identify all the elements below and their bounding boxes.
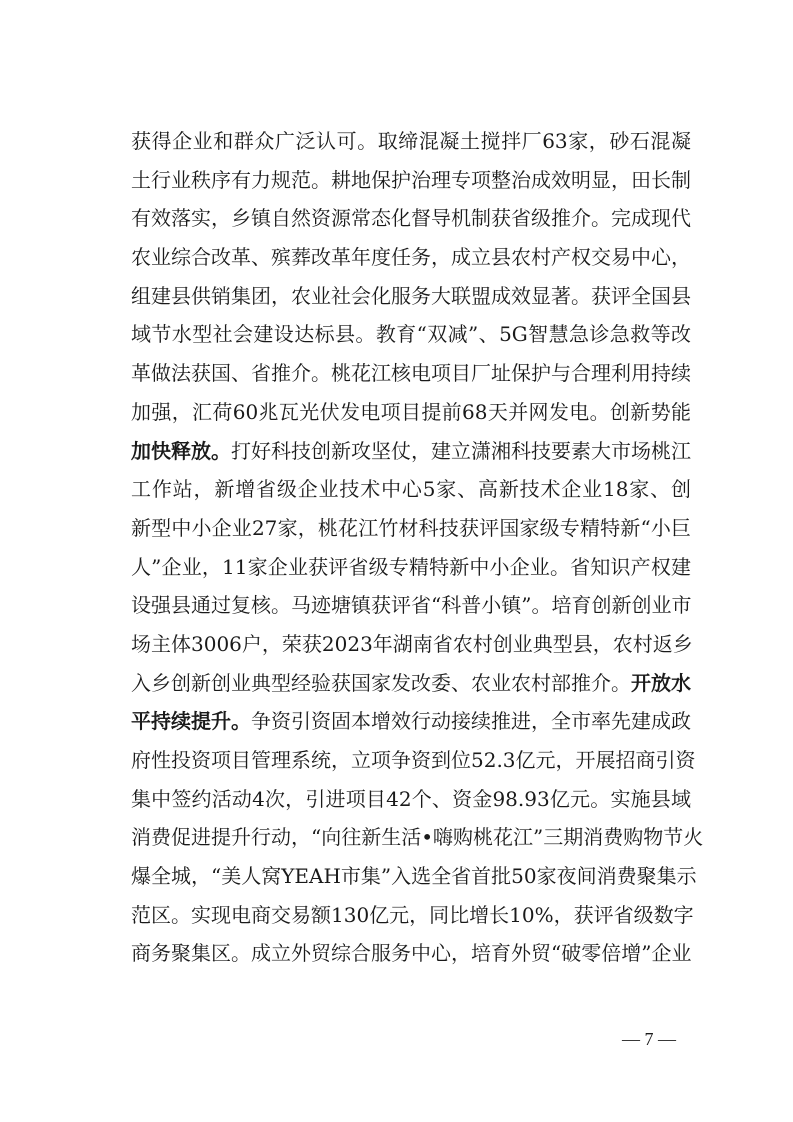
text-run: 设强县通过复核。马迹塘镇获评省“科普小镇”。培育创新创业市	[131, 593, 692, 618]
text-run: 爆全城，“美人窝YEAH市集”入选全省首批50家夜间消费聚集示	[131, 864, 697, 889]
text-line	[131, 509, 691, 548]
text-line	[131, 315, 691, 354]
text-line	[131, 857, 697, 896]
text-line	[131, 393, 691, 432]
text-line	[131, 625, 691, 664]
text-run: 有效落实，乡镇自然资源常态化督导机制获省级推介。完成现代	[131, 206, 691, 231]
text-run: 域节水型社会建设达标县。教育“双减”、5G智慧急诊急救等改	[131, 322, 691, 347]
text-run: 打好科技创新攻坚仗，建立潇湘科技要素大市场桃江	[231, 438, 691, 463]
text-line	[131, 702, 691, 741]
text-run: 获得企业和群众广泛认可。取缔混凝土搅拌厂63家，砂石混凝	[131, 129, 691, 153]
text-run: 府性投资项目管理系统，立项争资到位52.3亿元，开展招商引资	[131, 748, 696, 772]
text-line	[131, 122, 691, 161]
bold-heading-run: 开放水	[631, 670, 691, 695]
text-run: 人”企业，11家企业获评省级专精特新中小企业。省知识产权建	[131, 554, 691, 579]
text-line	[131, 470, 691, 509]
text-line	[131, 238, 691, 277]
page-number: — 7 —	[622, 1029, 676, 1049]
text-run: 入乡创新创业典型经验获国家发改委、农业农村部推介。	[131, 670, 631, 695]
text-line	[131, 818, 704, 857]
text-line	[131, 586, 691, 625]
text-run: 商务聚集区。成立外贸综合服务中心，培育外贸“破零倍增”企业	[131, 941, 692, 966]
body-text	[131, 122, 704, 973]
text-run: 争资引资固本增效行动接续推进，全市率先建成政	[251, 709, 691, 734]
text-line	[131, 780, 691, 819]
text-line	[131, 354, 691, 393]
text-line	[131, 277, 691, 316]
text-run: 工作站，新增省级企业技术中心5家、高新技术企业18家、创	[131, 477, 691, 502]
bold-heading-run: 平持续提升。	[131, 709, 251, 734]
text-line	[131, 199, 691, 238]
text-line	[131, 432, 691, 471]
text-run: 集中签约活动4次，引进项目42个、资金98.93亿元。实施县域	[131, 786, 691, 811]
text-line	[131, 934, 691, 973]
text-line	[131, 741, 696, 780]
text-run: 范区。实现电商交易额130亿元，同比增长10%，获评省级数字	[131, 902, 694, 927]
text-run: 新型中小企业27家，桃花江竹材科技获评国家级专精特新“小巨	[131, 515, 691, 540]
text-line	[131, 548, 691, 587]
text-line	[131, 664, 691, 703]
text-line	[131, 161, 691, 200]
bold-heading-run: 加快释放。	[131, 438, 231, 463]
text-run: 农业综合改革、殡葬改革年度任务，成立县农村产权交易中心，	[131, 245, 691, 270]
text-run: 场主体3006户，荣获2023年湖南省农村创业典型县，农村返乡	[131, 631, 693, 656]
text-line	[131, 896, 694, 935]
text-run: 消费促进提升行动，“向往新生活•嗨购桃花江”三期消费购物节火	[131, 825, 704, 850]
text-run: 加强，汇荷60兆瓦光伏发电项目提前68天并网发电。创新势能	[131, 399, 691, 424]
text-run: 革做法获国、省推介。桃花江核电项目厂址保护与合理利用持续	[131, 361, 691, 386]
text-run: 土行业秩序有力规范。耕地保护治理专项整治成效明显，田长制	[131, 167, 691, 192]
text-run: 组建县供销集团，农业社会化服务大联盟成效显著。获评全国县	[131, 283, 691, 308]
